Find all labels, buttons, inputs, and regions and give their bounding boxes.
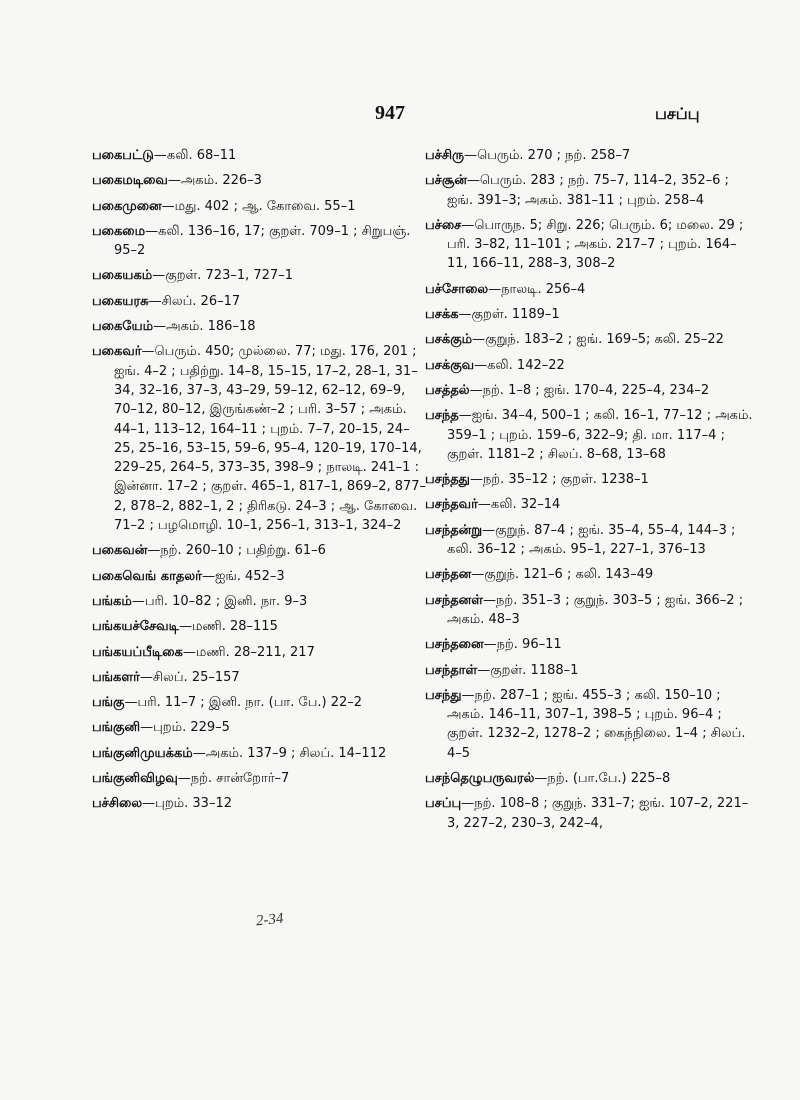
index-entry xyxy=(425,661,755,680)
entry-references: —கலி. 68–11 xyxy=(153,148,237,163)
entry-references: —புறம். 229–5 xyxy=(140,720,230,736)
index-entry xyxy=(425,521,755,560)
entry-references: —சிலப். 25–157 xyxy=(139,669,240,685)
entry-headword: பகைவன் xyxy=(92,543,148,559)
index-entry xyxy=(425,305,755,324)
entry-references: —பொருந. 5; சிறு. 226; பெரும். 6; மலை. 29 ; பரி. 3–82, 11–101 ; அகம். 217–7 ; புறம். 164–11, 166–11, 288–3, 308–2 xyxy=(447,217,744,272)
entry-headword: பசந்தன xyxy=(425,567,472,583)
entry-references: —மணி. 28–115 xyxy=(178,619,278,635)
index-entry xyxy=(92,342,427,535)
entry-references: —பெரும். 270 ; நற். 258–7 xyxy=(464,148,631,163)
entry-references: —குறுந். 121–6 ; கலி. 143–49 xyxy=(471,567,654,583)
entry-headword: பகையகம் xyxy=(92,268,153,284)
entry-references: —குறள். 1189–1 xyxy=(458,307,560,323)
entry-headword: பசந்தனை xyxy=(425,637,484,653)
index-entry xyxy=(92,317,427,336)
index-entry xyxy=(92,668,427,687)
entry-headword: பகைமை xyxy=(92,223,146,239)
entry-headword: பசப்பு xyxy=(425,796,462,812)
entry-headword: பங்கயச்சேவடி xyxy=(92,619,179,635)
index-entry xyxy=(425,635,755,654)
index-entry xyxy=(92,266,427,285)
entry-references: —நற். 35–12 ; குறள். 1238–1 xyxy=(469,472,649,488)
entry-headword: பச்சிலை xyxy=(92,796,143,812)
entry-headword: பசக்க xyxy=(425,307,459,323)
entry-headword: பகையேம் xyxy=(92,319,154,335)
index-entry xyxy=(92,146,427,165)
entry-references: —நாலடி. 256–4 xyxy=(488,281,586,297)
entry-references: —மது. 402 ; ஆ. கோவை. 55–1 xyxy=(161,198,356,214)
entry-headword: பகைவர் xyxy=(92,344,142,360)
entry-headword: பசத்தல் xyxy=(425,382,470,398)
entry-headword: பகைபட்டு xyxy=(92,148,154,163)
entry-references: —குறுந். 87–4 ; ஐங். 35–4, 55–4, 144–3 ; கலி. 36–12 ; அகம். 95–1, 227–1, 376–13 xyxy=(447,522,736,558)
entry-headword: பச்சோலை xyxy=(425,281,489,297)
entry-references: —நற். சான்றோர்–7 xyxy=(177,771,290,787)
entry-headword: பசந்து xyxy=(425,687,462,703)
entry-references: —சிலப். 26–17 xyxy=(148,293,241,309)
entry-references: —நற். 1–8 ; ஐங். 170–4, 225–4, 234–2 xyxy=(469,382,710,398)
entry-references: —பரி. 10–82 ; இனி. நா. 9–3 xyxy=(131,593,308,609)
entry-references: —நற். 108–8 ; குறுந். 331–7; ஐங். 107–2, 221–3, 227–2, 230–3, 242–4, xyxy=(447,796,749,831)
entry-headword: பங்கயப்பீடிகை xyxy=(92,644,183,660)
index-entry xyxy=(425,769,755,788)
entry-references: —அகம். 226–3 xyxy=(167,173,262,189)
entry-headword: பகைமுனை xyxy=(92,198,162,214)
index-entry xyxy=(425,591,755,630)
entry-references: —குறுந். 183–2 ; ஐங். 169–5; கலி. 25–22 xyxy=(472,332,724,348)
index-entry xyxy=(92,693,427,712)
entry-references: —கலி. 136–16, 17; குறள். 709–1 ; சிறுபஞ். 95–2 xyxy=(114,223,411,259)
entry-references: —பரி. 11–7 ; இனி. நா. (பா. பே.) 22–2 xyxy=(124,695,363,711)
index-entry xyxy=(92,171,427,190)
entry-references: —கலி. 142–22 xyxy=(474,357,565,373)
index-entry xyxy=(425,280,755,299)
entry-references: —நற். (பா.பே.) 225–8 xyxy=(534,771,671,787)
index-entry xyxy=(92,567,427,586)
entry-references: —குறள். 723–1, 727–1 xyxy=(152,268,293,284)
entry-headword: பசந்தன்று xyxy=(425,522,483,538)
index-entry xyxy=(425,470,755,489)
index-entry xyxy=(92,292,427,311)
entry-headword: பசக்கும் xyxy=(425,332,473,348)
entry-headword: பகைவெங் காதலர் xyxy=(92,568,202,584)
index-entry xyxy=(425,686,755,763)
entry-references: —நற். 287–1 ; ஐங். 455–3 ; கலி. 150–10 ; அகம். 146–11, 307–1, 398–5 ; புறம். 96–4 ; குறள். 1232–2, 1278–2 ; கைந்நிலை. 1–4 ; சிலப். 4–5 xyxy=(447,687,746,761)
entry-headword: பகையரசு xyxy=(92,293,149,309)
entry-headword: பசந்தனள் xyxy=(425,592,484,608)
left-column xyxy=(92,146,427,820)
entry-references: —புறம். 33–12 xyxy=(142,796,232,812)
entry-headword: பங்குனிவிழவு xyxy=(92,771,178,787)
entry-references: —நற். 260–10 ; பதிற்று. 61–6 xyxy=(147,543,326,559)
entry-references: —பெரும். 450; முல்லை. 77; மது. 176, 201 ; ஐங். 4–2 ; பதிற்று. 14–8, 15–15, 17–2, 28–1, 31–34, 32–16, 37–3, 43–29, 59–12, 62–12, 69–9, 70–12, 80–12, இருங்கண்–2 ; பரி. 3–57 ; அகம். 44–1, 113–12, 164–11 ; புறம். 7–7, 20–15, 24–25, 25–16, 53–15, 59–6, 95–4, 120–19, 170–14, 229–25, 264–5, 373–35, 398–9 ; நாலடி. 241–1 : இன்னா. 17–2 ; குறள். 465–1, 817–1, 869–2, 877–2, 878–2, 882–1, 2 ; திரிகடு. 24–3 ; ஆ. கோவை. 71–2 ; பழமொழி. 10–1, 256–1, 313–1, 324–2 xyxy=(114,344,427,534)
entry-references: —நற். 351–3 ; குறுந். 303–5 ; ஐங். 366–2 ; அகம். 48–3 xyxy=(447,592,744,627)
entry-headword: பசந்தவர் xyxy=(425,497,478,513)
entry-references: —அகம். 137–9 ; சிலப். 14–112 xyxy=(192,745,387,761)
index-entry xyxy=(92,222,427,261)
index-entry xyxy=(425,216,755,274)
entry-headword: பங்களர் xyxy=(92,669,140,685)
index-entry xyxy=(92,794,427,813)
running-head: பசப்பு xyxy=(655,104,700,123)
right-column xyxy=(425,146,755,839)
entry-references: —குறள். 1188–1 xyxy=(477,662,579,678)
entry-headword: பங்குனி xyxy=(92,720,141,736)
index-entry xyxy=(425,330,755,349)
entry-headword: பங்கம் xyxy=(92,593,132,609)
entry-headword: பங்கு xyxy=(92,695,125,711)
index-entry xyxy=(425,356,755,375)
index-entry xyxy=(425,794,755,833)
page-number: 947 xyxy=(375,102,405,124)
entry-headword: பகைமடிவை xyxy=(92,173,168,189)
index-entry xyxy=(92,541,427,560)
handwritten-annotation: 2-34 xyxy=(255,910,285,930)
entry-references: —நற். 96–11 xyxy=(483,637,562,653)
entry-references: —மணி. 28–211, 217 xyxy=(182,644,315,660)
index-entry xyxy=(425,146,755,165)
entry-headword: பசந்தது xyxy=(425,472,470,488)
entry-headword: பசந்தெழுபருவரல் xyxy=(425,771,535,787)
entry-headword: பச்சிரு xyxy=(425,148,465,163)
entry-references: —ஐங். 452–3 xyxy=(201,568,285,584)
entry-headword: பச்சை xyxy=(425,217,462,233)
index-entry xyxy=(92,769,427,788)
entry-headword: பசந்த xyxy=(425,408,459,424)
index-entry xyxy=(92,643,427,662)
entry-headword: பங்குனிமுயக்கம் xyxy=(92,745,193,761)
entry-references: —ஐங். 34–4, 500–1 ; கலி. 16–1, 77–12 ; அகம். 359–1 ; புறம். 159–6, 322–9; தி. மா. 117–4 ; குறள். 1181–2 ; சிலப். 8–68, 13–68 xyxy=(447,408,753,462)
index-entry xyxy=(92,744,427,763)
index-entry xyxy=(92,592,427,611)
index-entry xyxy=(92,617,427,636)
entry-references: —கலி. 32–14 xyxy=(477,497,561,513)
entry-references: —அகம். 186–18 xyxy=(153,319,256,335)
entry-headword: பசந்தாள் xyxy=(425,662,478,678)
index-entry xyxy=(425,406,755,464)
entry-references: —பெரும். 283 ; நற். 75–7, 114–2, 352–6 ; ஐங். 391–3; அகம். 381–11 ; புறம். 258–4 xyxy=(447,173,729,208)
index-entry xyxy=(425,171,755,210)
index-entry xyxy=(92,197,427,216)
entry-headword: பச்சூன் xyxy=(425,173,467,189)
index-entry xyxy=(425,381,755,400)
index-entry xyxy=(92,718,427,737)
index-entry xyxy=(425,565,755,584)
entry-headword: பசக்குவ xyxy=(425,357,475,373)
index-entry xyxy=(425,495,755,514)
